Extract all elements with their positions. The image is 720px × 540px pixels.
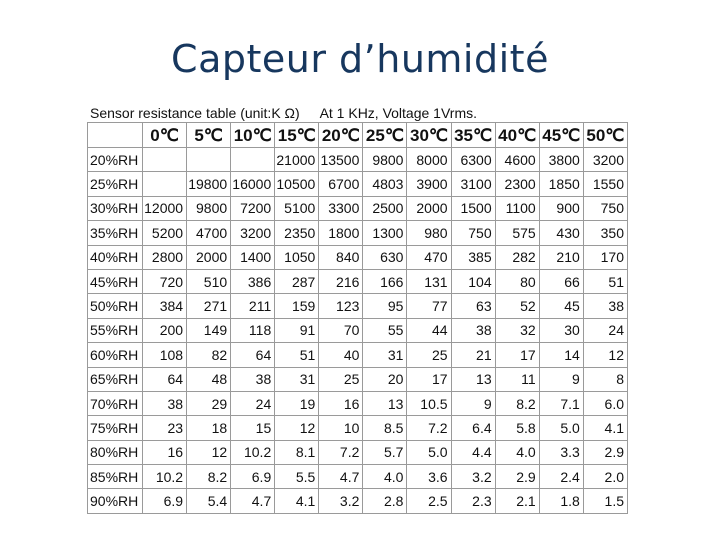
table-cell: 10.5 — [407, 391, 451, 415]
row-label: 80%RH — [88, 440, 143, 464]
table-cell: 750 — [451, 221, 495, 245]
table-row — [88, 391, 628, 415]
table-row — [88, 465, 628, 489]
table-cell: 8.5 — [363, 416, 407, 440]
table-row — [88, 318, 628, 342]
table-cell: 282 — [495, 245, 539, 269]
table-cell: 575 — [495, 221, 539, 245]
table-cell: 91 — [275, 318, 319, 342]
table-cell: 29 — [187, 391, 231, 415]
table-cell: 4.1 — [275, 489, 319, 513]
table-cell: 1050 — [275, 245, 319, 269]
table-cell: 131 — [407, 269, 451, 293]
table-cell: 12000 — [143, 196, 187, 220]
table-cell: 77 — [407, 294, 451, 318]
table-cell: 8.2 — [187, 465, 231, 489]
table-header-row — [88, 123, 628, 148]
row-label: 45%RH — [88, 269, 143, 293]
table-cell: 1550 — [583, 172, 627, 196]
table-cell: 20 — [363, 367, 407, 391]
table-cell: 123 — [319, 294, 363, 318]
column-header: 30℃ — [407, 123, 451, 148]
table-cell: 149 — [187, 318, 231, 342]
table-row — [88, 196, 628, 220]
table-cell: 38 — [451, 318, 495, 342]
table-cell: 15 — [231, 416, 275, 440]
table-cell: 64 — [143, 367, 187, 391]
table-cell: 10.2 — [143, 465, 187, 489]
table-cell: 3.3 — [539, 440, 583, 464]
table-cell: 2.9 — [583, 440, 627, 464]
table-cell: 19 — [275, 391, 319, 415]
table-cell: 287 — [275, 269, 319, 293]
table-cell: 16000 — [231, 172, 275, 196]
table-cell: 1500 — [451, 196, 495, 220]
table-row — [88, 269, 628, 293]
table-cell: 6700 — [319, 172, 363, 196]
table-cell: 1400 — [231, 245, 275, 269]
table-cell: 4600 — [495, 148, 539, 172]
table-cell: 31 — [363, 343, 407, 367]
table-cell: 1.8 — [539, 489, 583, 513]
table-cell: 8.1 — [275, 440, 319, 464]
table-cell: 48 — [187, 367, 231, 391]
table-row — [88, 245, 628, 269]
table-cell: 211 — [231, 294, 275, 318]
table-cell: 385 — [451, 245, 495, 269]
table-cell: 4.0 — [495, 440, 539, 464]
table-cell: 6.9 — [143, 489, 187, 513]
table-row — [88, 440, 628, 464]
table-cell: 10.2 — [231, 440, 275, 464]
table-cell: 4.1 — [583, 416, 627, 440]
column-header: 45℃ — [539, 123, 583, 148]
table-cell: 17 — [407, 367, 451, 391]
table-cell: 1850 — [539, 172, 583, 196]
table-cell: 30 — [539, 318, 583, 342]
table-cell: 104 — [451, 269, 495, 293]
table-cell: 12 — [275, 416, 319, 440]
table-cell: 38 — [143, 391, 187, 415]
table-cell — [231, 148, 275, 172]
table-cell: 7200 — [231, 196, 275, 220]
table-cell: 12 — [187, 440, 231, 464]
table-cell: 430 — [539, 221, 583, 245]
table-cell: 750 — [583, 196, 627, 220]
table-cell: 5.5 — [275, 465, 319, 489]
table-cell: 980 — [407, 221, 451, 245]
table-cell: 3900 — [407, 172, 451, 196]
table-cell: 2.9 — [495, 465, 539, 489]
table-cell: 3.6 — [407, 465, 451, 489]
table-cell: 350 — [583, 221, 627, 245]
row-label: 60%RH — [88, 343, 143, 367]
table-cell: 6.4 — [451, 416, 495, 440]
table-cell: 2.5 — [407, 489, 451, 513]
table-cell: 3200 — [583, 148, 627, 172]
table-cell: 5.7 — [363, 440, 407, 464]
table-cell: 6.9 — [231, 465, 275, 489]
table-cell: 9800 — [187, 196, 231, 220]
table-row — [88, 294, 628, 318]
table-cell: 80 — [495, 269, 539, 293]
table-cell: 5200 — [143, 221, 187, 245]
column-header: 5℃ — [187, 123, 231, 148]
row-label: 90%RH — [88, 489, 143, 513]
table-cell: 1.5 — [583, 489, 627, 513]
column-header: 10℃ — [231, 123, 275, 148]
table-cell: 7.1 — [539, 391, 583, 415]
table-cell: 10500 — [275, 172, 319, 196]
table-cell: 63 — [451, 294, 495, 318]
table-cell: 19800 — [187, 172, 231, 196]
table-cell: 2.8 — [363, 489, 407, 513]
caption-unit: Sensor resistance table (unit:K Ω) — [90, 105, 300, 121]
caption-conditions: At 1 KHz, Voltage 1Vrms. — [319, 105, 478, 121]
table-cell: 1100 — [495, 196, 539, 220]
table-cell: 16 — [319, 391, 363, 415]
table-cell — [187, 148, 231, 172]
table-row — [88, 148, 628, 172]
table-cell: 24 — [231, 391, 275, 415]
table-cell: 13 — [451, 367, 495, 391]
table-cell: 200 — [143, 318, 187, 342]
column-header: 35℃ — [451, 123, 495, 148]
column-header: 50℃ — [583, 123, 627, 148]
table-cell: 38 — [231, 367, 275, 391]
column-header: 20℃ — [319, 123, 363, 148]
table-cell: 2.1 — [495, 489, 539, 513]
table-cell: 2.3 — [451, 489, 495, 513]
table-cell: 9 — [451, 391, 495, 415]
table-cell: 51 — [583, 269, 627, 293]
table-cell: 4.0 — [363, 465, 407, 489]
table-cell: 3300 — [319, 196, 363, 220]
table-cell: 55 — [363, 318, 407, 342]
table-cell: 6.0 — [583, 391, 627, 415]
table-cell: 166 — [363, 269, 407, 293]
row-label: 40%RH — [88, 245, 143, 269]
table-cell: 170 — [583, 245, 627, 269]
table-cell: 16 — [143, 440, 187, 464]
table-cell: 12 — [583, 343, 627, 367]
table-cell: 1300 — [363, 221, 407, 245]
column-header: 25℃ — [363, 123, 407, 148]
table-cell: 45 — [539, 294, 583, 318]
table-row — [88, 489, 628, 513]
row-label: 85%RH — [88, 465, 143, 489]
table-cell: 118 — [231, 318, 275, 342]
table-cell — [143, 172, 187, 196]
table-row — [88, 172, 628, 196]
table-cell: 216 — [319, 269, 363, 293]
table-cell: 4.4 — [451, 440, 495, 464]
table-cell: 840 — [319, 245, 363, 269]
table-cell: 9 — [539, 367, 583, 391]
table-body — [88, 148, 628, 514]
table-caption — [90, 105, 477, 121]
table-cell: 3.2 — [451, 465, 495, 489]
table-cell: 2000 — [407, 196, 451, 220]
row-label: 35%RH — [88, 221, 143, 245]
table-cell: 25 — [319, 367, 363, 391]
row-label: 75%RH — [88, 416, 143, 440]
table-cell: 24 — [583, 318, 627, 342]
table-cell: 3800 — [539, 148, 583, 172]
table-cell: 23 — [143, 416, 187, 440]
table-cell: 32 — [495, 318, 539, 342]
table-cell: 52 — [495, 294, 539, 318]
table-cell: 51 — [275, 343, 319, 367]
table-cell: 1800 — [319, 221, 363, 245]
table-cell: 64 — [231, 343, 275, 367]
table-cell: 44 — [407, 318, 451, 342]
table-cell: 2300 — [495, 172, 539, 196]
table-cell: 3200 — [231, 221, 275, 245]
slide-title: Capteur d’humidité — [171, 37, 549, 81]
table-cell: 14 — [539, 343, 583, 367]
table-cell: 25 — [407, 343, 451, 367]
table-cell: 271 — [187, 294, 231, 318]
table-cell: 82 — [187, 343, 231, 367]
table-row — [88, 416, 628, 440]
column-header: 0℃ — [143, 123, 187, 148]
table-cell: 8.2 — [495, 391, 539, 415]
table-cell — [143, 148, 187, 172]
table-cell: 4.7 — [231, 489, 275, 513]
resistance-table — [87, 122, 628, 514]
table-cell: 5.4 — [187, 489, 231, 513]
table-cell: 720 — [143, 269, 187, 293]
table-cell: 38 — [583, 294, 627, 318]
row-label: 70%RH — [88, 391, 143, 415]
table-cell: 5.8 — [495, 416, 539, 440]
row-label: 65%RH — [88, 367, 143, 391]
table-cell: 31 — [275, 367, 319, 391]
column-header: 40℃ — [495, 123, 539, 148]
table-cell: 2800 — [143, 245, 187, 269]
table-cell: 13500 — [319, 148, 363, 172]
table-cell: 3.2 — [319, 489, 363, 513]
table-cell: 159 — [275, 294, 319, 318]
table-cell: 630 — [363, 245, 407, 269]
table-cell: 4.7 — [319, 465, 363, 489]
table-row — [88, 343, 628, 367]
table-cell: 2500 — [363, 196, 407, 220]
table-cell: 2350 — [275, 221, 319, 245]
table-cell: 18 — [187, 416, 231, 440]
table-cell: 2000 — [187, 245, 231, 269]
table-cell: 66 — [539, 269, 583, 293]
header-corner — [88, 123, 143, 148]
table-cell: 8000 — [407, 148, 451, 172]
table-cell: 8 — [583, 367, 627, 391]
table-row — [88, 367, 628, 391]
table-row — [88, 221, 628, 245]
table-cell: 11 — [495, 367, 539, 391]
table-cell: 40 — [319, 343, 363, 367]
table-cell: 6300 — [451, 148, 495, 172]
table-cell: 510 — [187, 269, 231, 293]
table-cell: 900 — [539, 196, 583, 220]
table-cell: 470 — [407, 245, 451, 269]
table-cell: 13 — [363, 391, 407, 415]
table-cell: 4803 — [363, 172, 407, 196]
table-cell: 386 — [231, 269, 275, 293]
column-header: 15℃ — [275, 123, 319, 148]
table-cell: 2.4 — [539, 465, 583, 489]
table-cell: 17 — [495, 343, 539, 367]
table-cell: 5.0 — [539, 416, 583, 440]
table-cell: 2.0 — [583, 465, 627, 489]
table-cell: 5100 — [275, 196, 319, 220]
row-label: 20%RH — [88, 148, 143, 172]
table-cell: 70 — [319, 318, 363, 342]
table-cell: 21000 — [275, 148, 319, 172]
table-cell: 21 — [451, 343, 495, 367]
row-label: 25%RH — [88, 172, 143, 196]
row-label: 55%RH — [88, 318, 143, 342]
table-cell: 7.2 — [407, 416, 451, 440]
table-cell: 210 — [539, 245, 583, 269]
table-cell: 9800 — [363, 148, 407, 172]
table-cell: 95 — [363, 294, 407, 318]
table-cell: 4700 — [187, 221, 231, 245]
row-label: 50%RH — [88, 294, 143, 318]
row-label: 30%RH — [88, 196, 143, 220]
table-cell: 384 — [143, 294, 187, 318]
table-cell: 3100 — [451, 172, 495, 196]
table-cell: 7.2 — [319, 440, 363, 464]
table-cell: 108 — [143, 343, 187, 367]
table-cell: 5.0 — [407, 440, 451, 464]
table-cell: 10 — [319, 416, 363, 440]
